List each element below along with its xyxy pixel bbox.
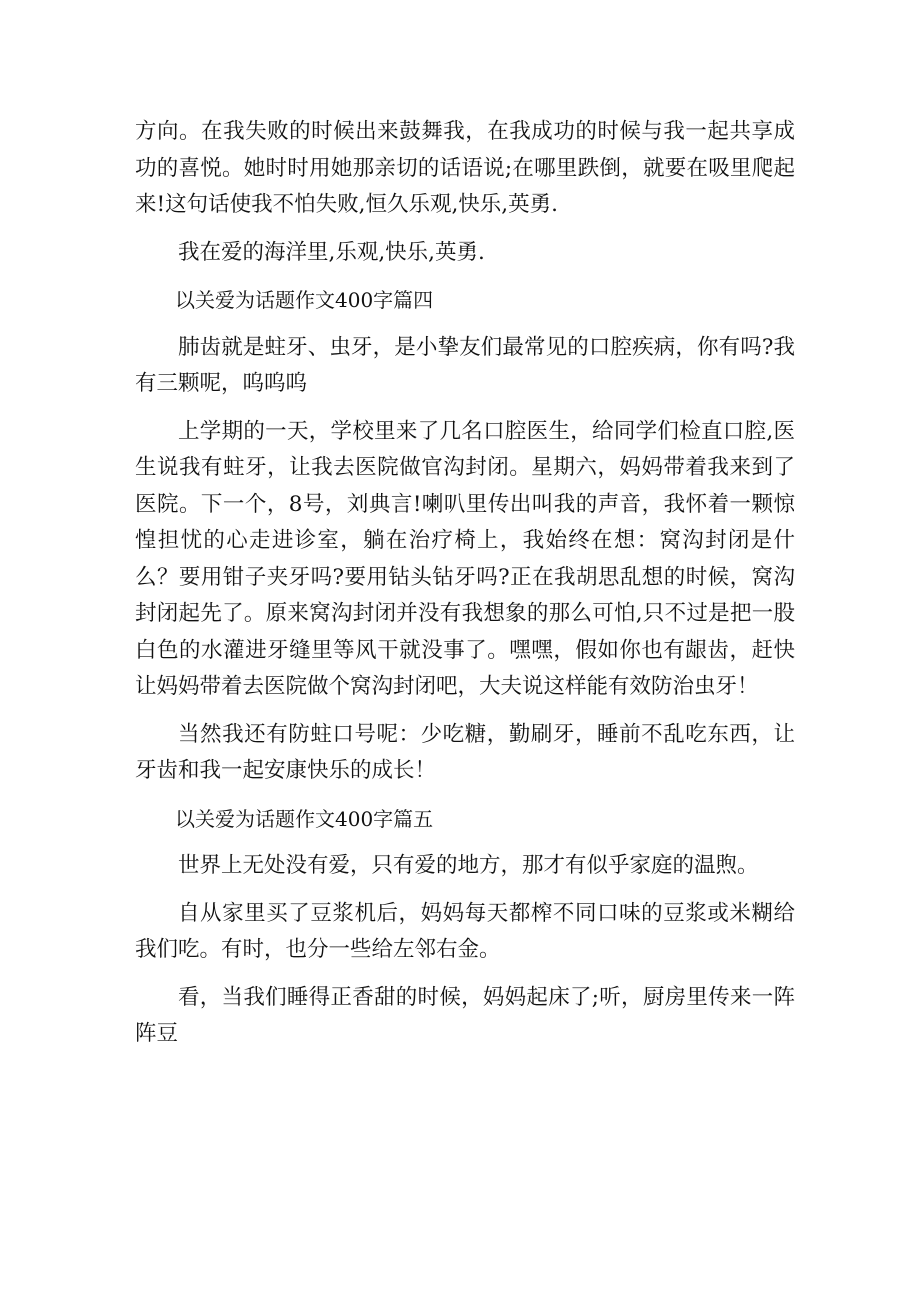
paragraph: 我在爱的海洋里,乐观,快乐,英勇. [178, 239, 485, 265]
paragraph: 自从家里买了豆浆机后，妈妈每天都榨不同口味的豆浆或米糊给我们吃。有时，也分一些给左邻右金。 [135, 900, 795, 962]
paragraph: 看，当我们睡得正香甜的时候，妈妈起床了;听，厨房里传来一阵阵豆 [135, 984, 795, 1046]
document-body [135, 114, 795, 1064]
paragraph: 当然我还有防蛀口号呢：少吃糖，勤刷牙，睡前不乱吃东西，让牙齿和我一起安康快乐的成长！ [135, 721, 795, 783]
paragraph: 世界上无处没有爱，只有爱的地方，那才有似乎家庭的温煦。 [178, 853, 759, 878]
paragraph-continuation: 方向。在我失败的时候出来鼓舞我，在我成功的时候与我一起共享成功的喜悦。她时时用她那亲切的话语说;在哪里跌倒，就要在吸里爬起来!这句话使我不怕失败,恒久乐观,快乐,英勇. [135, 119, 795, 217]
section-heading-5: 以关爱为话题作文400字篇五 [175, 806, 434, 831]
section-heading-4: 以关爱为话题作文400字篇四 [175, 288, 434, 312]
paragraph: 肺齿就是蛀牙、虫牙，是小挚友们最常见的口腔疾病，你有吗?我有三颗呢，呜呜呜 [135, 334, 795, 396]
paragraph: 上学期的一天，学校里来了几名口腔医生，给同学们检直口腔,医生说我有蛀牙，让我去医院做官沟封闭。星期六，妈妈带着我来到了医院。下一个，8号，刘典言!喇叭里传出叫我的声音，我怀着一颗惊惶担忧的心走进诊室，躺在治疗椅上，我始终在想：窝沟封闭是什么？要用钳子夹牙吗?要用钻头钻牙吗?正在我胡思乱想的时候，窝沟封闭起先了。原来窝沟封闭并没有我想象的那么可怕,只不过是把一股白色的水灌进牙缝里等风干就没事了。嘿嘿，假如你也有龈齿，赶快让妈妈带着去医院做个窝沟封闭吧，大夫说这样能有效防治虫牙！ [135, 418, 795, 699]
